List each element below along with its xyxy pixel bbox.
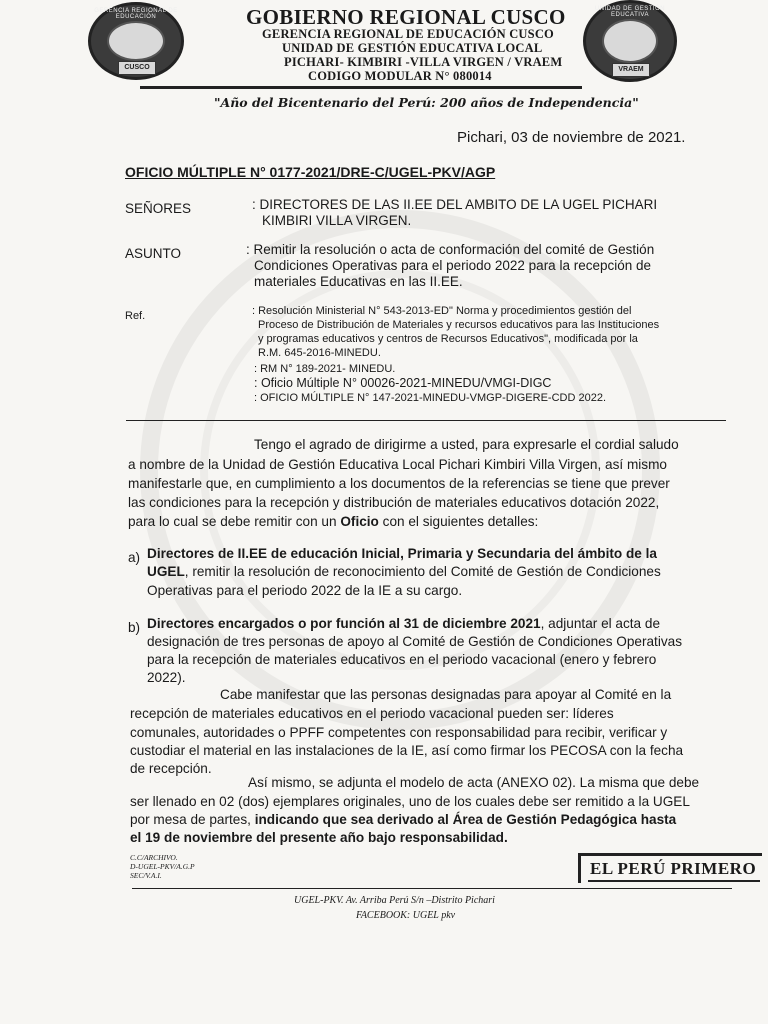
- intro-line-1: Tengo el agrado de dirigirme a usted, para expresarle el cordial saludo: [254, 437, 679, 452]
- header-line-3: PICHARI- KIMBIRI -VILLA VIRGEN / VRAEM: [284, 55, 563, 69]
- left-seal-emblem: [107, 21, 165, 61]
- item-b-line-1: [147, 615, 660, 634]
- year-motto: "Año del Bicentenario del Perú: 200 años de Independencia": [214, 95, 639, 110]
- copies-list: [130, 853, 195, 880]
- item-b-bold: Directores encargados o por función al 31 de diciembre 2021: [147, 616, 541, 631]
- para3-line-4: el 19 de noviembre del presente año bajo responsabilidad.: [130, 830, 508, 845]
- right-seal-banner: VRAEM: [612, 63, 649, 77]
- para2-line-3: comunales, autoridades o PPFF competentes con responsabilidad para recibir, verificar y: [130, 725, 668, 740]
- asunto-line-2: Condiciones Operativas para el periodo 2022 para la recepción de: [254, 258, 652, 273]
- date-line: Pichari, 03 de noviembre de 2021.: [457, 129, 686, 146]
- item-a-line-2-rest: , remitir la resolución de reconocimiento del Comité de Gestión de Condiciones: [184, 564, 661, 579]
- oficio-title: OFICIO MÚLTIPLE N° 0177-2021/DRE-C/UGEL-PKV/AGP: [125, 164, 496, 180]
- item-b-marker: b): [128, 620, 141, 635]
- item-a-line-3: Operativas para el periodo 2022 de la IE a su cargo.: [147, 583, 463, 598]
- para3-line-1: Así mismo, se adjunta el modelo de acta (ANEXO 02). La misma que debe: [248, 775, 700, 790]
- senores-line-2: KIMBIRI VILLA VIRGEN.: [262, 213, 412, 228]
- ref-line-3: y programas educativos y centros de Recursos Educativos", modificada por la: [258, 333, 638, 345]
- para2-line-2: recepción de materiales educativos en el periodo vacacional pueden ser: líderes: [130, 706, 614, 721]
- header-title: GOBIERNO REGIONAL CUSCO: [246, 5, 566, 29]
- para3-bold: indicando que sea derivado al Área de Gestión Pedagógica hasta: [254, 812, 677, 827]
- footer-facebook: FACEBOOK: UGEL pkv: [356, 910, 456, 921]
- item-b-line-3: para la recepción de materiales educativos en el periodo vacacional (enero y febrero: [147, 652, 657, 667]
- intro-line-4: las condiciones para la recepción y distribución de materiales educativos dotación 2022,: [128, 495, 660, 510]
- senores-label: SEÑORES: [125, 201, 192, 216]
- intro-line-5-start: para lo cual se debe remitir con un: [128, 514, 341, 529]
- copy-line-2: D-UGEL-PKV/A.G.P: [130, 862, 195, 871]
- left-seal-logo: [88, 2, 184, 80]
- intro-line-5-end: con el siguientes detalles:: [378, 514, 539, 529]
- intro-line-3: manifestarle que, en cumplimiento a los documentos de la referencias se tiene que prever: [128, 476, 670, 491]
- footer-address: UGEL-PKV. Av. Arriba Perú S/n –Distrito Pichari: [294, 895, 495, 906]
- para2-line-1: Cabe manifestar que las personas designadas para apoyar al Comité en la: [220, 687, 672, 702]
- header-rule: [140, 86, 582, 89]
- right-seal-ring-text: UNIDAD DE GESTIÓN EDUCATIVA: [594, 6, 666, 18]
- item-a-line-1: Directores de II.EE de educación Inicial, Primaria y Secundaria del ámbito de la: [147, 546, 657, 561]
- ref-line-4: R.M. 645-2016-MINEDU.: [258, 347, 381, 359]
- intro-oficio-bold: Oficio: [340, 514, 379, 529]
- slogan-logo: EL PERÚ PRIMERO: [590, 859, 757, 878]
- para2-line-5: de recepción.: [130, 761, 212, 776]
- item-a-marker: a): [128, 550, 141, 565]
- ref-label: Ref.: [125, 310, 146, 322]
- right-seal-logo: [583, 0, 677, 82]
- senores-line-1: : DIRECTORES DE LAS II.EE DEL AMBITO DE LA UGEL PICHARI: [252, 197, 658, 212]
- para3-line-3-start: por mesa de partes,: [130, 812, 255, 827]
- item-b-line-4: 2022).: [147, 670, 186, 685]
- para2-line-4: custodiar el material en las instalaciones de la IE, así como firmar los PECOSA con la fecha: [130, 743, 684, 758]
- ref-line-2: Proceso de Distribución de Materiales y recursos educativos para las Instituciones: [258, 319, 660, 331]
- intro-line-2: a nombre de la Unidad de Gestión Educativa Local Pichari Kimbiri Villa Virgen, así mismo: [128, 457, 667, 472]
- right-seal-emblem: [602, 19, 658, 63]
- left-seal-banner: CUSCO: [118, 61, 156, 75]
- header-line-2: UNIDAD DE GESTIÓN EDUCATIVA LOCAL: [282, 41, 543, 55]
- ref-line-1: : Resolución Ministerial N° 543-2013-ED" Norma y procedimientos gestión del: [252, 305, 632, 317]
- header-line-4: CODIGO MODULAR N° 080014: [308, 69, 492, 83]
- item-a-ugel-bold: UGEL: [147, 564, 185, 579]
- asunto-line-1: : Remitir la resolución o acta de conformación del comité de Gestión: [246, 242, 655, 257]
- item-a-line-2: [147, 563, 661, 582]
- left-seal-ring-text: GERENCIA REGIONAL DE EDUCACIÓN: [94, 8, 178, 20]
- ref-line-5: : RM N° 189-2021- MINEDU.: [254, 363, 396, 375]
- ref-line-6: : Oficio Múltiple N° 00026-2021-MINEDU/VMGI-DIGC: [254, 376, 552, 390]
- para3-line-2: ser llenado en 02 (dos) ejemplares originales, uno de los cuales debe ser remitido a la UGEL: [130, 794, 690, 809]
- ref-separator: [126, 420, 726, 421]
- header-line-1: GERENCIA REGIONAL DE EDUCACIÓN CUSCO: [262, 27, 554, 41]
- copy-line-3: SEC/V.A.I.: [130, 871, 162, 880]
- copy-line-1: C.C/ARCHIVO.: [130, 853, 178, 862]
- intro-line-5: [128, 513, 538, 532]
- para3-line-3: [130, 811, 676, 830]
- ref-line-7: : OFICIO MÚLTIPLE N° 147-2021-MINEDU-VMGP-DIGERE-CDD 2022.: [254, 392, 606, 404]
- item-b-line-2: designación de tres personas de apoyo al Comité de Gestión de Condiciones Operativas: [147, 634, 683, 649]
- asunto-label: ASUNTO: [125, 246, 182, 261]
- asunto-line-3: materiales Educativas en las II.EE.: [254, 274, 463, 289]
- item-b-line-1-rest: , adjuntar el acta de: [540, 616, 661, 631]
- slogan-logo-underline: [588, 880, 760, 882]
- footer-rule: [132, 888, 732, 889]
